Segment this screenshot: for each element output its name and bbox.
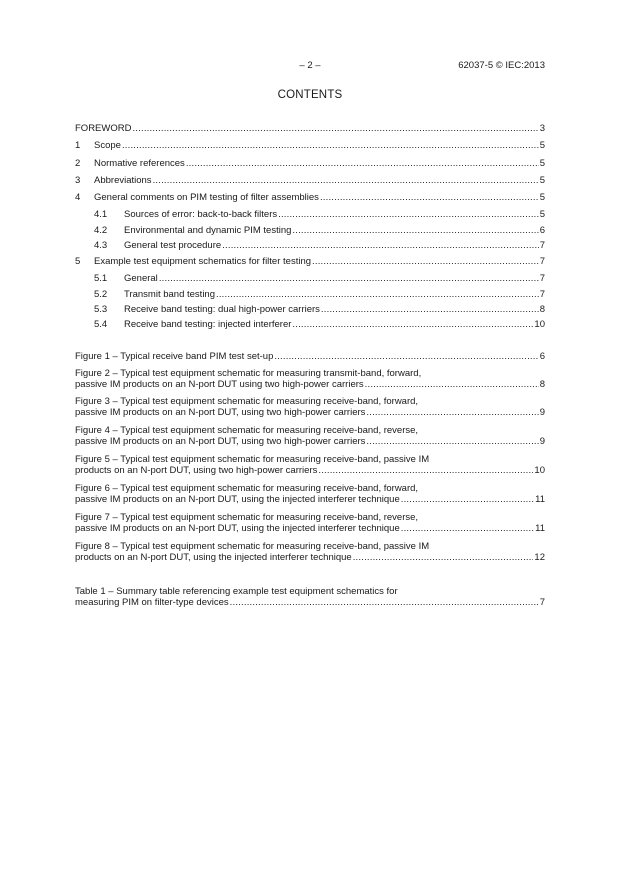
dot-leader — [321, 304, 539, 315]
toc-figure-page: 12 — [534, 552, 545, 563]
page-title: CONTENTS — [277, 89, 343, 101]
toc-figure-caption-line2: products on an N-port DUT, using the injected interferer technique — [75, 552, 352, 563]
document-reference: 62037-5 © IEC:2013 — [458, 60, 545, 71]
toc-entry-section-4-3[interactable] — [94, 240, 545, 252]
toc-figure-page: 8 — [539, 379, 545, 390]
dot-leader — [153, 175, 539, 186]
toc-figure-caption: Figure 1 – Typical receive band PIM test set-up — [75, 351, 274, 362]
dot-leader — [401, 494, 534, 505]
toc-figure-6[interactable] — [75, 483, 545, 506]
toc-entry-title: Normative references — [94, 158, 185, 169]
toc-entry-title: Receive band testing: injected interferer — [124, 319, 292, 330]
toc-entry-page: 7 — [539, 273, 545, 284]
toc-figure-8[interactable] — [75, 541, 545, 564]
toc-entry-title: General test procedure — [124, 240, 222, 251]
toc-figure-caption-line2: passive IM products on an N-port DUT using two high-power carriers — [75, 379, 364, 390]
toc-entry-number: 5.2 — [94, 289, 108, 300]
dot-leader — [216, 289, 539, 300]
toc-entry-title: Transmit band testing — [124, 289, 215, 300]
toc-figure-caption-line1: Figure 6 – Typical test equipment schematic for measuring receive-band, forward, — [75, 483, 419, 494]
toc-entry-section-4[interactable] — [75, 192, 545, 204]
toc-entry-title: General — [124, 273, 158, 284]
toc-entry-section-2[interactable] — [75, 158, 545, 170]
toc-entry-title: Receive band testing: dual high-power carriers — [124, 304, 320, 315]
toc-entry-section-5-3[interactable] — [94, 304, 545, 316]
toc-entry-number: 4.3 — [94, 240, 108, 251]
dot-leader — [401, 523, 534, 534]
toc-figure-3[interactable] — [75, 396, 545, 419]
toc-entry-number: 5.1 — [94, 273, 108, 284]
dot-leader — [230, 597, 539, 608]
toc-figure-caption-line1: Figure 2 – Typical test equipment schematic for measuring transmit-band, forward, — [75, 368, 422, 379]
dot-leader — [122, 140, 539, 151]
toc-entry-section-4-1[interactable] — [94, 209, 545, 221]
toc-figure-4[interactable] — [75, 425, 545, 448]
dot-leader — [222, 240, 539, 251]
toc-figure-page: 6 — [539, 351, 545, 362]
dot-leader — [353, 552, 534, 563]
toc-figure-caption-line2: passive IM products on an N-port DUT, using two high-power carriers — [75, 436, 366, 447]
toc-entry-section-5-4[interactable] — [94, 319, 545, 331]
dot-leader — [366, 436, 538, 447]
toc-entry-page: 5 — [539, 209, 545, 220]
toc-entry-page: 5 — [539, 192, 545, 203]
toc-entry-title: Environmental and dynamic PIM testing — [124, 225, 292, 236]
toc-figure-page: 9 — [539, 407, 545, 418]
dot-leader — [366, 407, 538, 418]
toc-table-1[interactable] — [75, 586, 545, 609]
toc-figure-caption-line2: products on an N-port DUT, using two high-power carriers — [75, 465, 318, 476]
toc-entry-number: 4 — [75, 192, 81, 203]
toc-entry-number: 3 — [75, 175, 81, 186]
toc-figure-caption-line2: passive IM products on an N-port DUT, using the injected interferer technique — [75, 523, 400, 534]
dot-leader — [274, 351, 538, 362]
toc-entry-section-5-1[interactable] — [94, 273, 545, 285]
toc-entry-number: 5 — [75, 256, 81, 267]
toc-entry-section-5-2[interactable] — [94, 289, 545, 301]
dot-leader — [159, 273, 539, 284]
toc-entry-number: 4.2 — [94, 225, 108, 236]
toc-entry-number: 5.4 — [94, 319, 108, 330]
toc-figure-page: 9 — [539, 436, 545, 447]
toc-entry-section-1[interactable] — [75, 140, 545, 152]
toc-entry-title: Example test equipment schematics for filter testing — [94, 256, 312, 267]
toc-entry-page: 6 — [539, 225, 545, 236]
dot-leader — [312, 256, 539, 267]
toc-table-caption-line1: Table 1 – Summary table referencing example test equipment schematics for — [75, 586, 398, 597]
toc-entry-title: Abbreviations — [94, 175, 152, 186]
toc-table-page: 7 — [539, 597, 545, 608]
toc-table-caption-line2: measuring PIM on filter-type devices — [75, 597, 229, 608]
toc-figure-5[interactable] — [75, 454, 545, 477]
toc-entry-number: 1 — [75, 140, 81, 151]
toc-entry-section-5[interactable] — [75, 256, 545, 268]
toc-entry-title: Scope — [94, 140, 121, 151]
toc-entry-page: 8 — [539, 304, 545, 315]
toc-figure-page: 11 — [535, 494, 545, 505]
toc-figure-7[interactable] — [75, 512, 545, 535]
toc-entry-page: 7 — [539, 256, 545, 267]
page-number: – 2 – — [299, 60, 321, 71]
dot-leader — [186, 158, 539, 169]
toc-entry-section-3[interactable] — [75, 175, 545, 187]
toc-entry-page: 7 — [539, 240, 545, 251]
toc-figure-caption-line1: Figure 7 – Typical test equipment schematic for measuring receive-band, reverse, — [75, 512, 419, 523]
dot-leader — [292, 225, 538, 236]
dot-leader — [278, 209, 539, 220]
toc-figure-1[interactable] — [75, 351, 545, 363]
toc-figure-caption-line2: passive IM products on an N-port DUT, using the injected interferer technique — [75, 494, 400, 505]
toc-figure-caption-line2: passive IM products on an N-port DUT, using two high-power carriers — [75, 407, 366, 418]
toc-entry-page: 10 — [534, 319, 545, 330]
toc-entry-page: 7 — [539, 289, 545, 300]
toc-entry-page: 3 — [539, 123, 545, 134]
dot-leader — [292, 319, 533, 330]
toc-figure-caption-line1: Figure 4 – Typical test equipment schematic for measuring receive-band, reverse, — [75, 425, 419, 436]
toc-entry-number: 5.3 — [94, 304, 108, 315]
toc-entry-page: 5 — [539, 158, 545, 169]
toc-entry-title: Sources of error: back-to-back filters — [124, 209, 278, 220]
toc-entry-number: 4.1 — [94, 209, 108, 220]
toc-figure-caption-line1: Figure 3 – Typical test equipment schematic for measuring receive-band, forward, — [75, 396, 419, 407]
toc-entry-title: General comments on PIM testing of filter assemblies — [94, 192, 319, 203]
toc-entry-page: 5 — [539, 175, 545, 186]
toc-figure-caption-line1: Figure 8 – Typical test equipment schematic for measuring receive-band, passive IM — [75, 541, 430, 552]
dot-leader — [318, 465, 533, 476]
toc-entry-foreword[interactable] — [75, 123, 545, 135]
toc-figure-caption-line1: Figure 5 – Typical test equipment schematic for measuring receive-band, passive IM — [75, 454, 430, 465]
toc-entry-title: FOREWORD — [75, 123, 132, 134]
toc-figure-page: 10 — [534, 465, 545, 476]
dot-leader — [320, 192, 539, 203]
dot-leader — [365, 379, 539, 390]
dot-leader — [132, 123, 538, 134]
toc-entry-section-4-2[interactable] — [94, 225, 545, 237]
toc-entry-page: 5 — [539, 140, 545, 151]
toc-figure-2[interactable] — [75, 368, 545, 391]
toc-figure-page: 11 — [535, 523, 545, 534]
toc-entry-number: 2 — [75, 158, 81, 169]
